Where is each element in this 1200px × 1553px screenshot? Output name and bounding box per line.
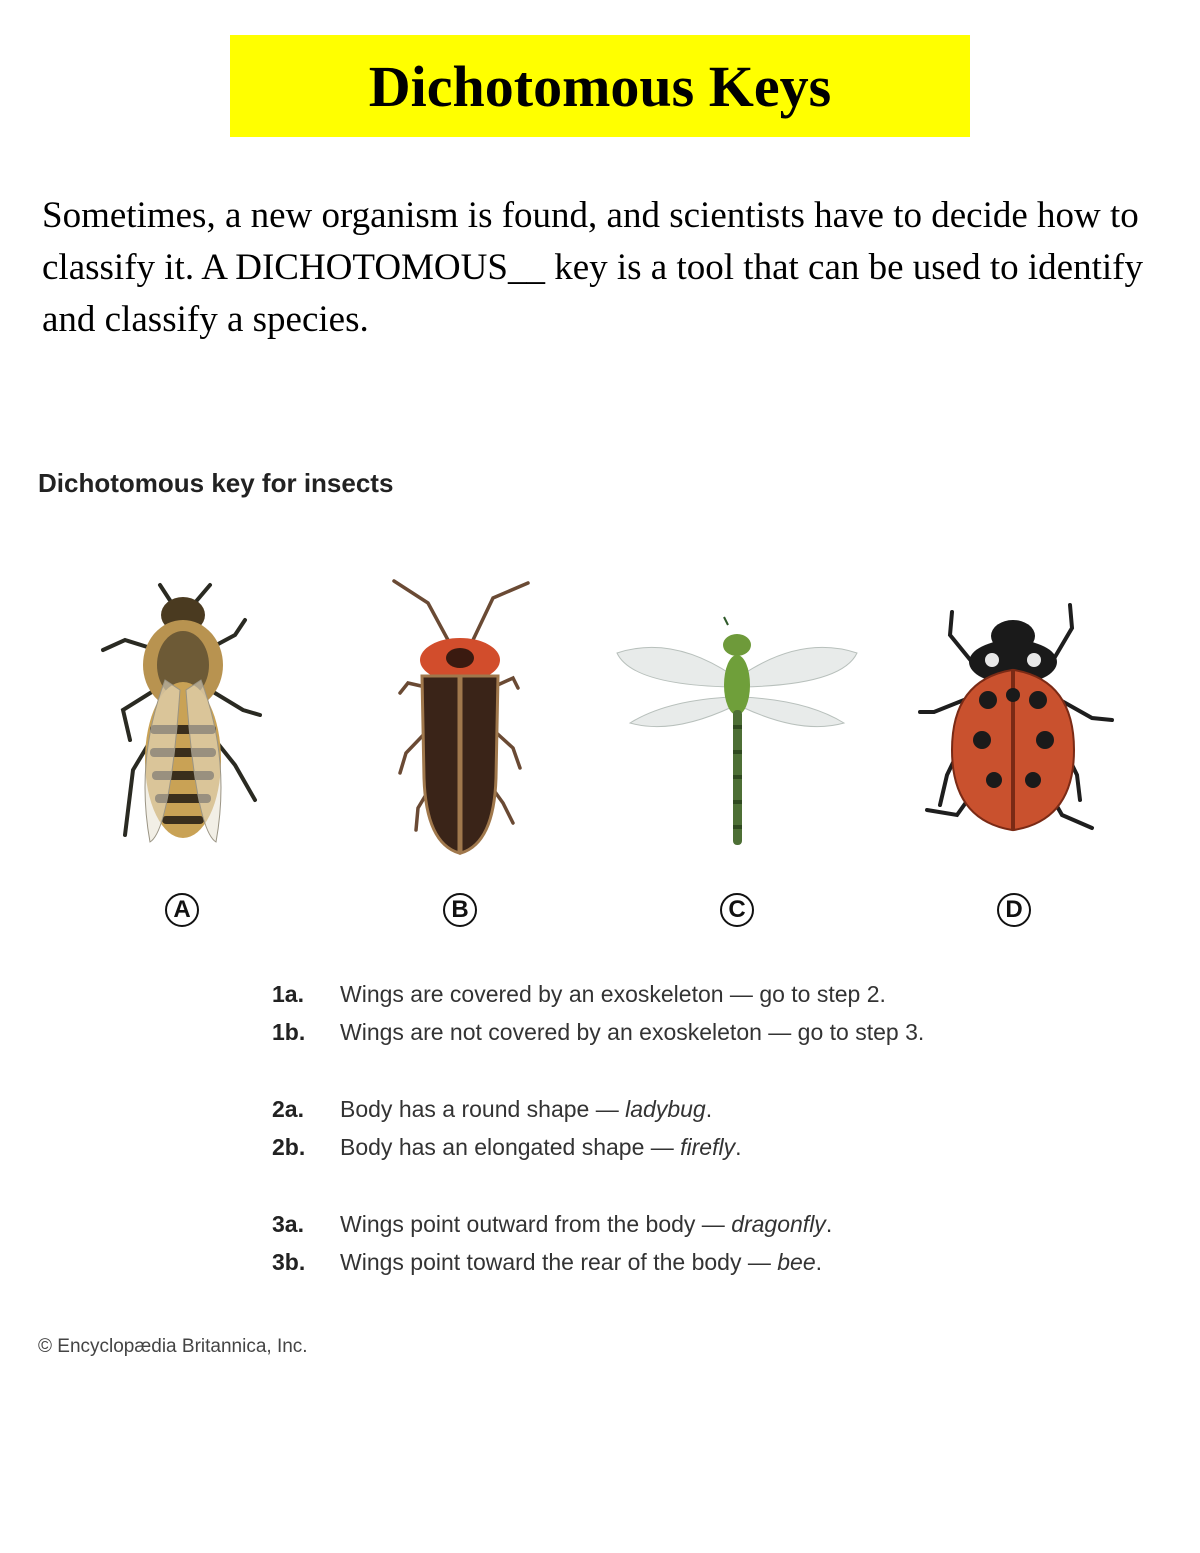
- step-number: 2a.: [272, 1095, 304, 1122]
- step-result: bee: [777, 1248, 816, 1275]
- key-row-1a: [272, 975, 924, 1013]
- key-row-1b: [272, 1013, 924, 1051]
- dichotomous-key: [272, 975, 924, 1320]
- bee-illustration: [95, 580, 270, 855]
- key-row-3b: [272, 1243, 924, 1281]
- step-end: .: [735, 1133, 742, 1160]
- step-result: dragonfly: [731, 1210, 826, 1237]
- key-step-3: [272, 1205, 924, 1281]
- key-row-3a: [272, 1205, 924, 1243]
- step-number: 2b.: [272, 1133, 306, 1160]
- step-number: 3b.: [272, 1248, 306, 1275]
- step-result: ladybug: [625, 1095, 706, 1122]
- title-banner: [230, 35, 970, 137]
- step-number: 3a.: [272, 1210, 304, 1237]
- step-text: Wings are covered by an exoskeleton — go to step 2.: [340, 980, 886, 1007]
- step-number: 1b.: [272, 1018, 306, 1045]
- copyright-credit: © Encyclopædia Britannica, Inc.: [38, 1336, 308, 1357]
- firefly-illustration: [388, 578, 533, 858]
- label-b: B: [443, 893, 477, 927]
- step-end: .: [815, 1248, 822, 1275]
- step-text: Wings point outward from the body —: [340, 1210, 725, 1237]
- step-end: .: [825, 1210, 833, 1237]
- ladybug-illustration: [912, 600, 1117, 835]
- key-step-1: [272, 975, 924, 1051]
- key-row-2a: [272, 1090, 924, 1128]
- figure-heading: Dichotomous key for insects: [38, 468, 394, 498]
- label-c: C: [720, 893, 754, 927]
- step-text: Wings are not covered by an exoskeleton — go to step 3.: [340, 1018, 925, 1045]
- label-a: A: [165, 893, 199, 927]
- intro-paragraph: Sometimes, a new organism is found, and scientists have to decide how to classify it. A DICHOTOMOUS__ key is a tool that can be used to identify and classify a species.: [42, 195, 1143, 340]
- step-end: .: [705, 1095, 713, 1122]
- page-title: Dichotomous Keys: [368, 53, 832, 119]
- key-step-2: [272, 1090, 924, 1166]
- label-d: D: [997, 893, 1031, 927]
- step-text: Body has a round shape —: [340, 1095, 619, 1122]
- step-text: Wings point toward the rear of the body —: [340, 1248, 771, 1275]
- dragonfly-illustration: [612, 615, 862, 850]
- key-row-2b: [272, 1128, 924, 1166]
- step-result: firefly: [680, 1133, 736, 1160]
- step-text: Body has an elongated shape —: [340, 1133, 674, 1160]
- step-number: 1a.: [272, 980, 304, 1007]
